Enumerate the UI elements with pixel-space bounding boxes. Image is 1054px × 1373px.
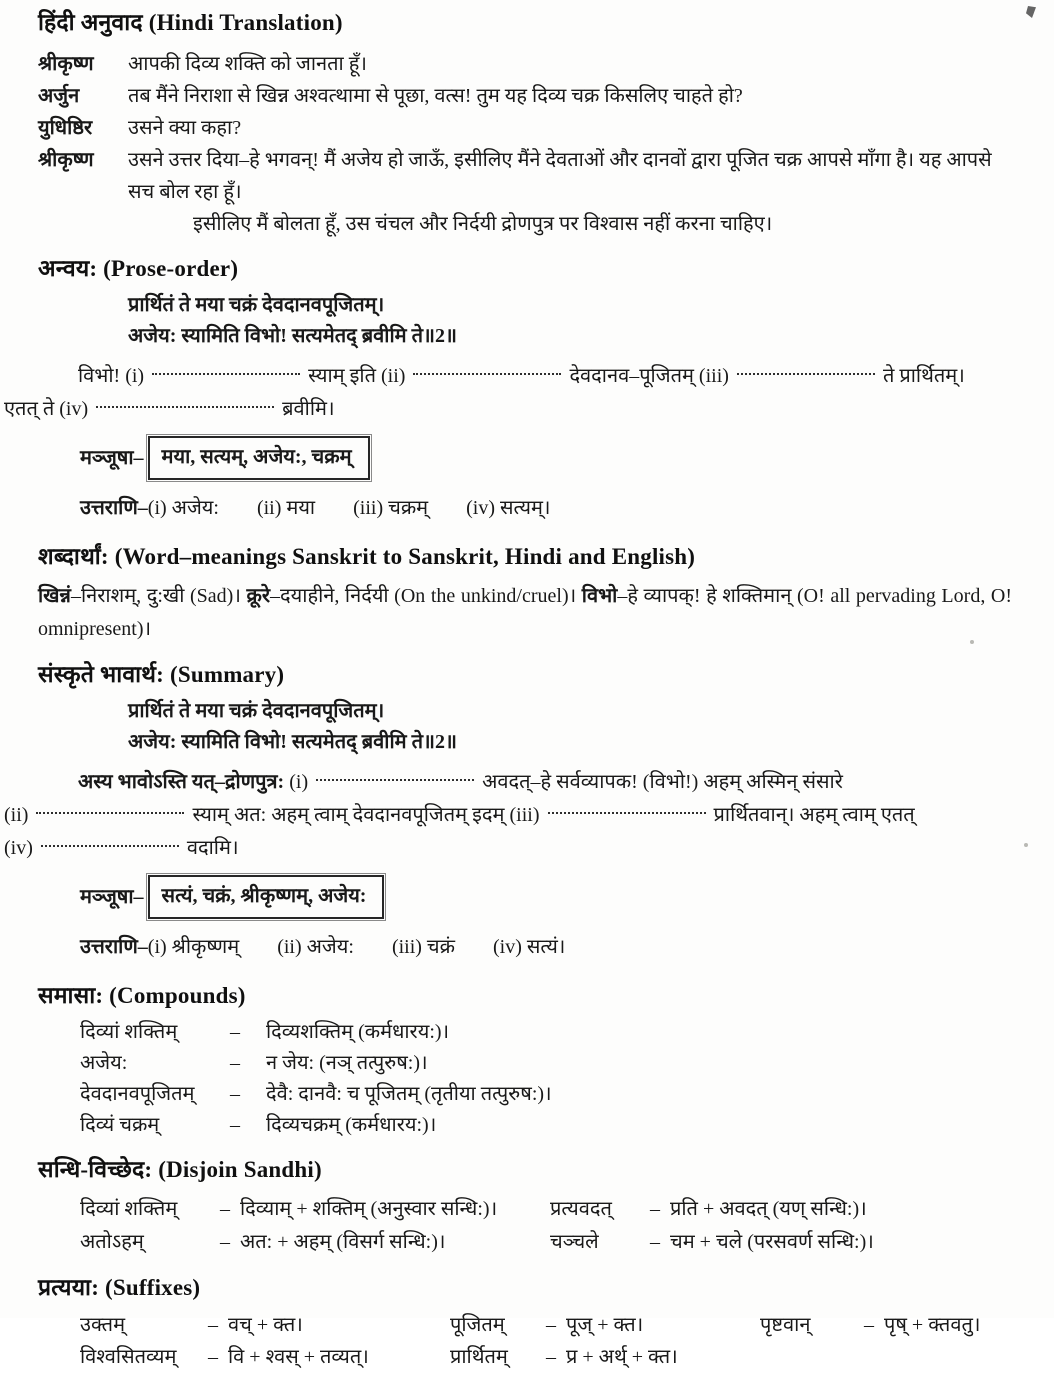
answers-label: उत्तराणि– bbox=[80, 497, 148, 519]
word-meanings-paragraph bbox=[38, 580, 1012, 646]
heading-word-meanings: शब्दार्थां: (Word–meanings Sanskrit to Sanskrit, Hindi and English) bbox=[38, 544, 696, 569]
manjusha-label: मञ्जूषा– bbox=[80, 447, 144, 469]
compound-word: अजेय: bbox=[80, 1052, 128, 1074]
fill-blank bbox=[413, 373, 561, 375]
sandhi-entry bbox=[80, 1226, 550, 1259]
answer-item: (ii) अजेय: bbox=[277, 936, 354, 958]
answers-label: उत्तराणि– bbox=[80, 936, 148, 958]
suffix-split: प्र + अर्थ् + क्त। bbox=[566, 1346, 678, 1368]
suffix-entry bbox=[80, 1341, 450, 1373]
compound-row bbox=[80, 1017, 1012, 1048]
speaker-name: अर्जुन bbox=[38, 85, 80, 107]
fill-text: स्याम् इति (ii) bbox=[308, 365, 406, 387]
fill-text: प्रार्थितवान्। अहम् त्वाम् एतत् bbox=[713, 804, 915, 826]
suffix-entry bbox=[760, 1309, 1012, 1341]
fill-blank bbox=[36, 812, 184, 814]
suffix-row bbox=[80, 1309, 1012, 1341]
suffixes-table bbox=[80, 1309, 1012, 1373]
suffix-entry bbox=[450, 1341, 1012, 1373]
scan-dot bbox=[1024, 843, 1028, 847]
verse-line: अजेय: स्यामिति विभो! सत्यमेतद् ब्रवीमि ते॥2॥ bbox=[128, 731, 457, 753]
dialogue-text: उसने क्या कहा? bbox=[128, 117, 242, 139]
sandhi-split: दिव्याम् + शक्तिम् (अनुस्वार सन्धि:)। bbox=[240, 1198, 498, 1220]
fill-text: (iv) bbox=[4, 837, 33, 859]
headword: क्रूरे bbox=[246, 585, 271, 607]
fill-in-line bbox=[78, 766, 1012, 799]
sandhi-word: प्रत्यवदत् bbox=[550, 1198, 612, 1220]
fill-in-line bbox=[4, 799, 1012, 832]
compound-row bbox=[80, 1110, 1012, 1141]
fill-in-line bbox=[4, 832, 1012, 865]
sandhi-split: प्रति + अवदत् (यण् सन्धि:)। bbox=[670, 1198, 867, 1220]
sandhi-word: अतोऽहम् bbox=[80, 1231, 144, 1253]
dash: – bbox=[864, 1314, 874, 1336]
manjusha-row bbox=[80, 436, 1012, 480]
meaning-text: –निराशम्, दु:खी (Sad)। bbox=[70, 585, 247, 607]
fill-in-line bbox=[4, 393, 1012, 426]
dash: – bbox=[650, 1231, 660, 1253]
dialogue-text: उसने उत्तर दिया–हे भगवन्! मैं अजेय हो जाऊँ, इसीलिए मैंने देवताओं और दानवों द्वारा पूजित चक्र आपसे माँगा है। यह आपसे सच बोल रहा हूँ। bbox=[128, 149, 992, 203]
fill-in-line bbox=[78, 360, 1012, 393]
fill-blank bbox=[41, 845, 179, 847]
fill-text: एतत् ते (iv) bbox=[4, 398, 89, 420]
compound-word: दिव्यं चक्रम् bbox=[80, 1114, 160, 1136]
dialogue-row bbox=[38, 112, 1012, 144]
dash: – bbox=[230, 1021, 240, 1043]
speaker-name: श्रीकृष्ण bbox=[38, 53, 94, 75]
suffix-split: पृष् + क्तवतु। bbox=[884, 1314, 981, 1336]
compounds-table bbox=[80, 1017, 1012, 1141]
dash: – bbox=[230, 1083, 240, 1105]
answer-item: (iv) सत्यं। bbox=[493, 936, 566, 958]
speaker-name: युधिष्ठिर bbox=[38, 117, 93, 139]
answer-item: (iii) चक्रम् bbox=[353, 497, 429, 519]
fill-text: (i) bbox=[289, 771, 309, 793]
meaning-text: –दयाहीने, निर्दयी (On the unkind/cruel)। bbox=[270, 585, 582, 607]
headword: विभो bbox=[581, 585, 618, 607]
headword: खिन्नं bbox=[38, 585, 71, 607]
compound-result: न जेय: (नञ् तत्पुरुष:)। bbox=[266, 1052, 428, 1074]
sandhi-split: अत: + अहम् (विसर्ग सन्धि:)। bbox=[240, 1231, 446, 1253]
answer-item: (iv) सत्यम्। bbox=[466, 497, 551, 519]
fill-text: ब्रवीमि। bbox=[282, 398, 335, 420]
fill-text: ते प्रार्थितम्। bbox=[882, 365, 965, 387]
suffix-word: पूजितम् bbox=[450, 1314, 505, 1336]
compound-word: देवदानवपूजितम् bbox=[80, 1083, 195, 1105]
heading-prose-order: अन्वय: (Prose-order) bbox=[38, 256, 239, 281]
meaning-text: –हे व्यापक्! हे शक्तिमान् (O! all pervading Lord, O! omnipresent)। bbox=[38, 585, 1012, 640]
fill-text: स्याम् अत: अहम् त्वाम् देवदानवपूजितम् इदम् (iii) bbox=[192, 804, 540, 826]
fill-blank bbox=[548, 812, 706, 814]
dash: – bbox=[230, 1052, 240, 1074]
dialogue-row bbox=[38, 144, 1012, 208]
dash: – bbox=[546, 1346, 556, 1368]
sandhi-row bbox=[80, 1193, 1012, 1226]
dialogue-row-continuation bbox=[38, 208, 1012, 240]
verse-block bbox=[128, 696, 1012, 758]
verse-line: प्रार्थितं ते मया चक्रं देवदानवपूजितम्। bbox=[128, 294, 385, 316]
compound-result: देवै: दानवै: च पूजितम् (तृतीया तत्पुरुष:)। bbox=[266, 1083, 552, 1105]
fill-text: विभो! (i) bbox=[78, 365, 145, 387]
heading-summary: संस्कृते भावार्थ: (Summary) bbox=[38, 662, 285, 687]
fill-text: अवदत्–हे सर्वव्यापक! (विभो!) अहम् अस्मिन् संसारे bbox=[482, 771, 843, 793]
answer-item: (i) श्रीकृष्णम् bbox=[147, 936, 240, 958]
compound-row bbox=[80, 1048, 1012, 1079]
speaker-name: श्रीकृष्ण bbox=[38, 149, 94, 171]
dialogue-row bbox=[38, 80, 1012, 112]
dialogue-block bbox=[38, 48, 1012, 240]
dialogue-text: तब मैंने निराशा से खिन्न अश्वत्थामा से पूछा, वत्स! तुम यह दिव्य चक्र किसलिए चाहते हो? bbox=[128, 85, 743, 107]
dash: – bbox=[220, 1198, 230, 1220]
answers-row bbox=[80, 492, 1012, 524]
fill-text: देवदानव–पूजितम् (iii) bbox=[569, 365, 729, 387]
dash: – bbox=[208, 1314, 218, 1336]
suffix-entry bbox=[80, 1309, 450, 1341]
scan-dot bbox=[970, 640, 974, 644]
sandhi-entry bbox=[80, 1193, 550, 1226]
sandhi-row bbox=[80, 1226, 1012, 1259]
fill-lead-bold: अस्य भावोऽस्ति यत्–द्रोणपुत्र: bbox=[78, 771, 285, 793]
verse-line: प्रार्थितं ते मया चक्रं देवदानवपूजितम्। bbox=[128, 700, 385, 722]
fill-blank bbox=[316, 779, 474, 781]
fill-blank bbox=[737, 373, 875, 375]
answer-item: (i) अजेय: bbox=[147, 497, 219, 519]
manjusha-row bbox=[80, 875, 1012, 919]
compound-result: दिव्यशक्तिम् (कर्मधारय:)। bbox=[266, 1021, 450, 1043]
dash: – bbox=[650, 1198, 660, 1220]
sandhi-table bbox=[80, 1193, 1012, 1259]
manjusha-label: मञ्जूषा– bbox=[80, 886, 144, 908]
dash: – bbox=[208, 1346, 218, 1368]
compound-row bbox=[80, 1079, 1012, 1110]
verse-line: अजेय: स्यामिति विभो! सत्यमेतद् ब्रवीमि ते॥2॥ bbox=[128, 325, 457, 347]
verse-block bbox=[128, 290, 1012, 352]
manjusha-word-box: सत्यं, चक्रं, श्रीकृष्णम्, अजेय: bbox=[148, 875, 385, 919]
suffix-entry bbox=[450, 1309, 760, 1341]
fill-blank bbox=[96, 406, 274, 408]
dialogue-row bbox=[38, 48, 1012, 80]
sandhi-entry bbox=[550, 1226, 1012, 1259]
answer-item: (ii) मया bbox=[256, 497, 316, 519]
heading-suffixes: प्रत्यया: (Suffixes) bbox=[38, 1275, 201, 1300]
fill-text: (ii) bbox=[4, 804, 29, 826]
dialogue-text: इसीलिए मैं बोलता हूँ, उस चंचल और निर्दयी द्रोणपुत्र पर विश्वास नहीं करना चाहिए। bbox=[193, 213, 773, 235]
heading-hindi-translation: हिंदी अनुवाद (Hindi Translation) bbox=[38, 10, 343, 35]
suffix-word: विश्वसितव्यम् bbox=[80, 1346, 177, 1368]
fill-blank bbox=[152, 373, 300, 375]
suffix-row bbox=[80, 1341, 1012, 1373]
suffix-word: उक्तम् bbox=[80, 1314, 126, 1336]
suffix-word: पृष्टवान् bbox=[760, 1314, 811, 1336]
sandhi-split: चम + चले (परसवर्ण सन्धि:)। bbox=[670, 1231, 874, 1253]
dash: – bbox=[546, 1314, 556, 1336]
fill-text: वदामि। bbox=[186, 837, 239, 859]
sandhi-word: चञ्चले bbox=[550, 1231, 599, 1253]
answer-item: (iii) चक्रं bbox=[391, 936, 455, 958]
answers-row bbox=[80, 931, 1012, 963]
sandhi-word: दिव्यां शक्तिम् bbox=[80, 1198, 178, 1220]
ink-speck bbox=[1026, 6, 1036, 18]
dialogue-text: आपकी दिव्य शक्ति को जानता हूँ। bbox=[128, 53, 367, 75]
dash: – bbox=[230, 1114, 240, 1136]
suffix-split: वि + श्वस् + तव्यत्। bbox=[228, 1346, 369, 1368]
dash: – bbox=[220, 1231, 230, 1253]
compound-word: दिव्यां शक्तिम् bbox=[80, 1021, 178, 1043]
suffix-word: प्रार्थितम् bbox=[450, 1346, 508, 1368]
manjusha-word-box: मया, सत्यम्, अजेय:, चक्रम् bbox=[148, 436, 370, 480]
suffix-split: वच् + क्त। bbox=[228, 1314, 303, 1336]
suffix-split: पूज् + क्त। bbox=[566, 1314, 644, 1336]
sandhi-entry bbox=[550, 1193, 1012, 1226]
compound-result: दिव्यचक्रम् (कर्मधारय:)। bbox=[266, 1114, 437, 1136]
heading-compounds: समासा: (Compounds) bbox=[38, 983, 246, 1008]
heading-sandhi: सन्धि-विच्छेद: (Disjoin Sandhi) bbox=[38, 1157, 322, 1182]
